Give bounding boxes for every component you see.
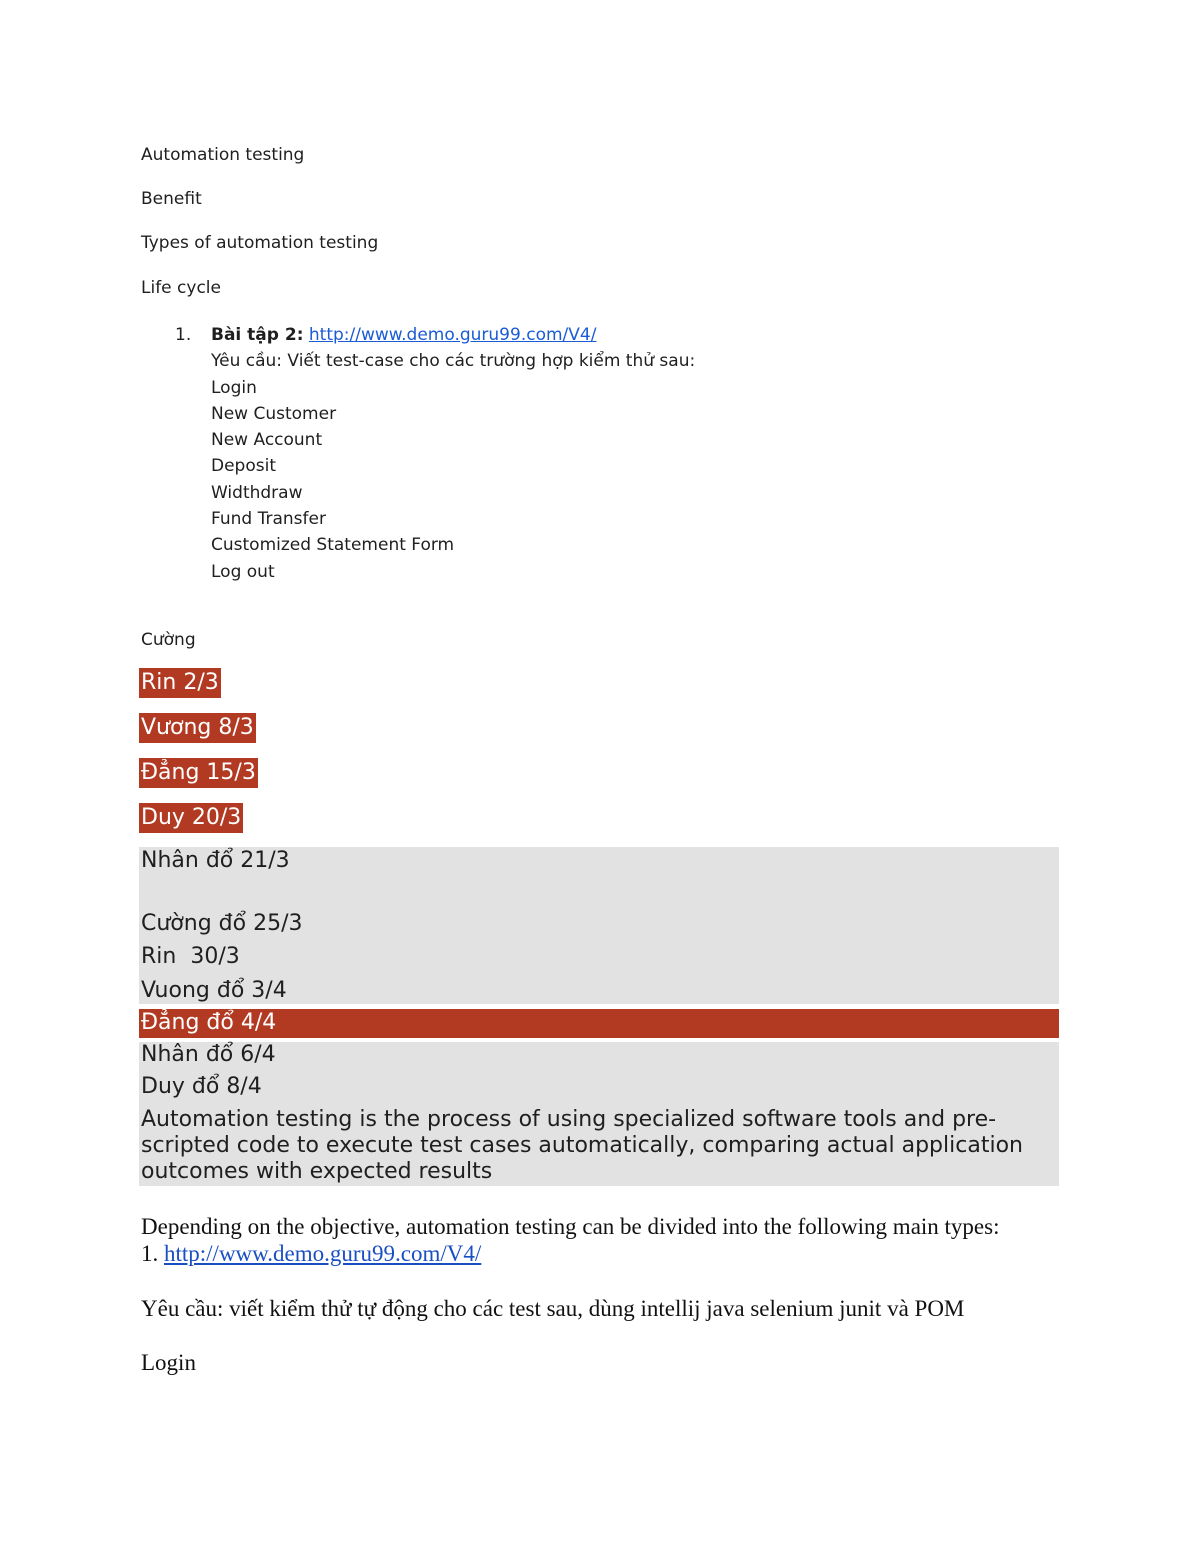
highlight-dang: Đẳng 15/3 (139, 758, 258, 788)
schedule-nhan-6: Nhân đổ 6/4 (141, 1042, 276, 1067)
list-item: Log out (211, 561, 275, 582)
footer-requirement: Yêu cầu: viết kiểm thử tự động cho các test sau, dùng intellij java selenium junit và POM (141, 1296, 965, 1321)
highlight-vuong: Vương 8/3 (139, 713, 256, 743)
list-item: New Customer (211, 403, 337, 424)
red-band (139, 1009, 1059, 1038)
schedule-dang-4: Đẳng đổ 4/4 (141, 1010, 277, 1035)
schedule-nhan-21: Nhân đổ 21/3 (141, 848, 290, 873)
exercise-url-link[interactable]: http://www.demo.guru99.com/V4/ (308, 325, 597, 345)
exercise-label: Bài tập 2: (211, 325, 304, 345)
highlight-rin: Rin 2/3 (139, 668, 221, 698)
definition-paragraph (141, 1107, 1023, 1185)
footer-login: Login (141, 1350, 196, 1375)
footer-url-link[interactable]: http://www.demo.guru99.com/V4/ (164, 1241, 482, 1266)
list-item: Login (211, 377, 257, 398)
schedule-cuong-25: Cường đổ 25/3 (141, 911, 303, 936)
heading-life-cycle: Life cycle (141, 278, 221, 298)
cuong-label: Cường (141, 630, 196, 650)
exercise-title (211, 322, 695, 348)
list-item: Fund Transfer (211, 509, 326, 530)
schedule-vuong-3: Vuong đổ 3/4 (141, 978, 287, 1003)
heading-benefit: Benefit (141, 189, 202, 209)
list-item: Customized Statement Form (211, 535, 455, 556)
list-item: Deposit (211, 456, 276, 477)
definition-line: outcomes with expected results (141, 1159, 493, 1184)
exercise-requirement: Yêu cầu: Viết test-case cho các trường hợp kiểm thử sau: (211, 351, 696, 372)
footer-number: 1. (141, 1241, 164, 1266)
definition-line: scripted code to execute test cases automatically, comparing actual application (141, 1133, 1023, 1158)
definition-line: Automation testing is the process of using specialized software tools and pre- (141, 1107, 997, 1132)
types-intro: Depending on the objective, automation testing can be divided into the following main types: (141, 1214, 1000, 1239)
heading-types: Types of automation testing (141, 233, 379, 253)
list-number: 1. (175, 325, 192, 345)
exercise-list (175, 322, 696, 585)
schedule-rin-30: Rin 30/3 (141, 944, 240, 969)
highlight-duy: Duy 20/3 (139, 803, 243, 833)
schedule-duy-8: Duy đổ 8/4 (141, 1074, 262, 1099)
footer-url-line (141, 1241, 481, 1267)
list-item: Widthdraw (211, 482, 303, 503)
list-item: New Account (211, 430, 323, 451)
heading-automation-testing: Automation testing (141, 145, 305, 165)
